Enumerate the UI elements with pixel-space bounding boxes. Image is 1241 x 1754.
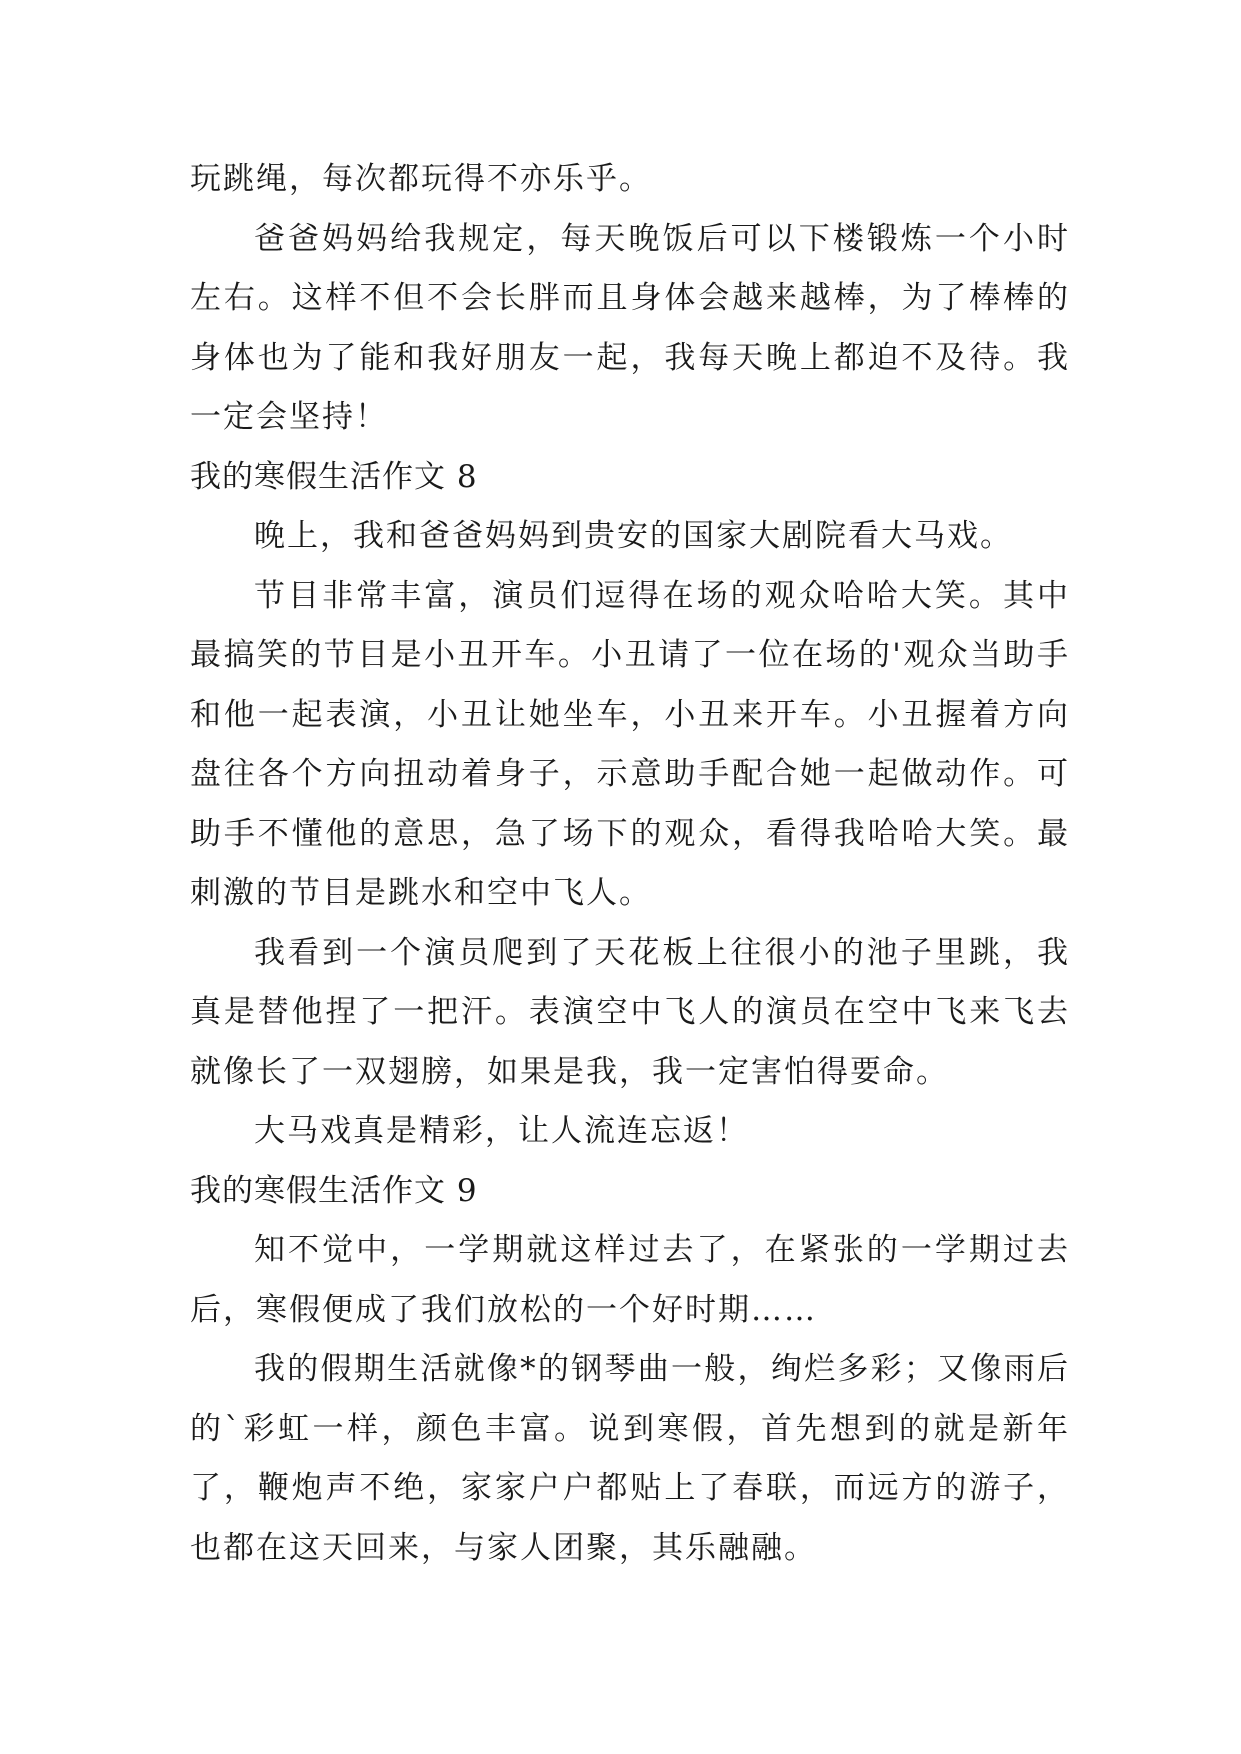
paragraph-circus-diving: 我看到一个演员爬到了天花板上往很小的池子里跳，我真是替他捏了一把汗。表演空中飞人的演员在空中飞来飞去就像长了一双翅膀，如果是我，我一定害怕得要命。 [190, 934, 1070, 1090]
paragraph-continued: 玩跳绳，每次都玩得不亦乐乎。 [190, 161, 652, 197]
section-heading-8: 我的寒假生活作文 8 [190, 458, 478, 495]
paragraph-exercise-rule: 爸爸妈妈给我规定，每天晚饭后可以下楼锻炼一个小时左右。这样不但不会长胖而且身体会越来越棒，为了棒棒的身体也为了能和我好朋友一起，我每天晚上都迫不及待。我一定会坚持！ [190, 220, 1070, 435]
section-heading-9: 我的寒假生活作文 9 [190, 1172, 478, 1209]
paragraph-semester-end: 知不觉中，一学期就这样过去了，在紧张的一学期过去后，寒假便成了我们放松的一个好时期…… [190, 1232, 1070, 1328]
paragraph-holiday-life: 我的假期生活就像*的钢琴曲一般，绚烂多彩；又像雨后的`彩虹一样，颜色丰富。说到寒假，首先想到的就是新年了，鞭炮声不绝，家家户户都贴上了春联，而远方的游子，也都在这天回来，与家人团聚，其乐融融。 [190, 1351, 1070, 1566]
paragraph-circus-ending: 大马戏真是精彩，让人流连忘返！ [254, 1113, 749, 1149]
document-body [190, 150, 1070, 1578]
paragraph-circus-intro: 晚上，我和爸爸妈妈到贵安的国家大剧院看大马戏。 [254, 518, 1013, 554]
paragraph-circus-clown: 节目非常丰富，演员们逗得在场的观众哈哈大笑。其中最搞笑的节目是小丑开车。小丑请了一位在场的'观众当助手和他一起表演，小丑让她坐车，小丑来开车。小丑握着方向盘往各个方向扭动着身子，示意助手配合她一起做动作。可助手不懂他的意思，急了场下的观众，看得我哈哈大笑。最刺激的节目是跳水和空中飞人。 [190, 577, 1070, 911]
